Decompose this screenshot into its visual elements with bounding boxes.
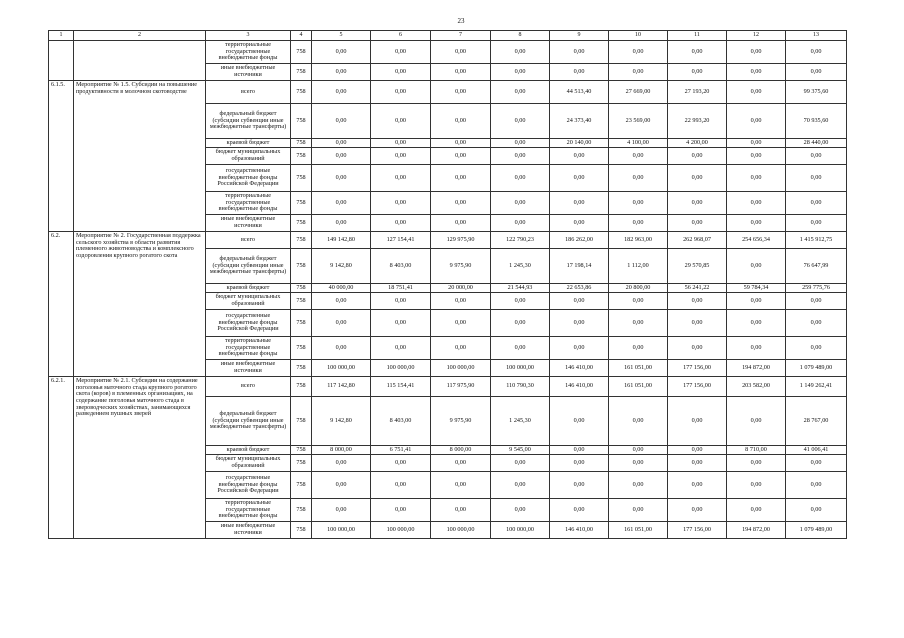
amount-cell: 0,00 <box>371 310 431 337</box>
amount-cell: 0,00 <box>668 293 727 310</box>
amount-cell: 0,00 <box>668 472 727 499</box>
column-number-cell: 2 <box>74 31 206 41</box>
column-number-cell: 1 <box>49 31 74 41</box>
amount-cell: 194 872,00 <box>727 360 786 377</box>
amount-cell: 100 000,00 <box>371 360 431 377</box>
budget-code: 758 <box>291 41 312 64</box>
amount-cell: 0,00 <box>668 165 727 192</box>
amount-cell: 110 790,30 <box>491 377 550 397</box>
amount-cell: 0,00 <box>609 215 668 232</box>
amount-cell: 0,00 <box>431 455 491 472</box>
amount-cell: 0,00 <box>727 215 786 232</box>
amount-cell: 0,00 <box>609 472 668 499</box>
funding-source: федеральный бюджет (субсидии субвенции иные межбюджетные трансферты) <box>206 104 291 139</box>
amount-cell: 0,00 <box>491 104 550 139</box>
amount-cell: 0,00 <box>491 472 550 499</box>
amount-cell: 194 872,00 <box>727 522 786 539</box>
table-row <box>49 81 847 104</box>
budget-code: 758 <box>291 81 312 104</box>
budget-code: 758 <box>291 377 312 397</box>
amount-cell: 0,00 <box>786 215 847 232</box>
amount-cell: 0,00 <box>371 64 431 81</box>
column-number-cell: 9 <box>550 31 609 41</box>
amount-cell: 0,00 <box>668 499 727 522</box>
amount-cell: 0,00 <box>609 165 668 192</box>
amount-cell: 0,00 <box>786 455 847 472</box>
amount-cell: 0,00 <box>609 310 668 337</box>
amount-cell: 0,00 <box>431 310 491 337</box>
amount-cell: 0,00 <box>371 104 431 139</box>
amount-cell: 6 751,41 <box>371 446 431 455</box>
amount-cell: 0,00 <box>668 192 727 215</box>
amount-cell: 0,00 <box>491 215 550 232</box>
amount-cell: 20 000,00 <box>431 284 491 293</box>
amount-cell: 0,00 <box>431 472 491 499</box>
amount-cell: 23 569,00 <box>609 104 668 139</box>
budget-code: 758 <box>291 104 312 139</box>
amount-cell: 161 051,00 <box>609 377 668 397</box>
funding-source: всего <box>206 377 291 397</box>
amount-cell: 161 051,00 <box>609 522 668 539</box>
amount-cell: 0,00 <box>371 165 431 192</box>
amount-cell: 0,00 <box>431 165 491 192</box>
funding-source: территориальные государственные внебюджетные фонды <box>206 337 291 360</box>
amount-cell: 203 582,00 <box>727 377 786 397</box>
budget-code: 758 <box>291 139 312 148</box>
column-number-cell: 3 <box>206 31 291 41</box>
amount-cell: 9 975,90 <box>431 249 491 284</box>
funding-source: бюджет муниципальных образований <box>206 455 291 472</box>
budget-code: 758 <box>291 397 312 446</box>
amount-cell: 1 245,30 <box>491 397 550 446</box>
amount-cell: 1 079 489,00 <box>786 360 847 377</box>
amount-cell: 9 142,80 <box>312 397 371 446</box>
budget-code: 758 <box>291 192 312 215</box>
amount-cell: 127 154,41 <box>371 232 431 249</box>
column-number-cell: 11 <box>668 31 727 41</box>
amount-cell: 1 149 262,41 <box>786 377 847 397</box>
amount-cell: 0,00 <box>550 41 609 64</box>
amount-cell: 100 000,00 <box>371 522 431 539</box>
amount-cell: 0,00 <box>312 148 371 165</box>
amount-cell: 117 142,80 <box>312 377 371 397</box>
amount-cell: 0,00 <box>727 104 786 139</box>
amount-cell: 0,00 <box>727 310 786 337</box>
amount-cell: 0,00 <box>312 310 371 337</box>
funding-source: территориальные государственные внебюджетные фонды <box>206 499 291 522</box>
column-number-cell: 6 <box>371 31 431 41</box>
amount-cell: 18 751,41 <box>371 284 431 293</box>
amount-cell: 100 000,00 <box>312 360 371 377</box>
amount-cell: 259 775,76 <box>786 284 847 293</box>
funding-source: иные внебюджетные источники <box>206 360 291 377</box>
amount-cell: 0,00 <box>727 139 786 148</box>
amount-cell: 0,00 <box>550 64 609 81</box>
amount-cell: 0,00 <box>550 165 609 192</box>
amount-cell: 0,00 <box>668 446 727 455</box>
amount-cell: 8 403,00 <box>371 397 431 446</box>
amount-cell: 0,00 <box>609 64 668 81</box>
amount-cell: 0,00 <box>491 81 550 104</box>
amount-cell: 99 375,60 <box>786 81 847 104</box>
item-name: Мероприятие № 2.1. Субсидии на содержание поголовья маточного стада крупного рогатого скота (коров) в племенных организациях, на содержание поголовья маточного стада в звероводческих хозяйствах, занимающихся разведением пушных зверей <box>74 377 206 539</box>
budget-code: 758 <box>291 215 312 232</box>
amount-cell: 0,00 <box>431 139 491 148</box>
amount-cell: 0,00 <box>609 148 668 165</box>
table-row <box>49 377 847 397</box>
amount-cell: 0,00 <box>609 499 668 522</box>
amount-cell: 21 544,93 <box>491 284 550 293</box>
amount-cell: 100 000,00 <box>431 360 491 377</box>
amount-cell: 0,00 <box>550 472 609 499</box>
budget-code: 758 <box>291 165 312 192</box>
amount-cell: 0,00 <box>550 293 609 310</box>
amount-cell: 0,00 <box>668 310 727 337</box>
amount-cell: 27 193,20 <box>668 81 727 104</box>
funding-source: бюджет муниципальных образований <box>206 293 291 310</box>
amount-cell: 0,00 <box>491 41 550 64</box>
amount-cell: 27 669,00 <box>609 81 668 104</box>
column-number-cell: 7 <box>431 31 491 41</box>
amount-cell: 0,00 <box>550 446 609 455</box>
amount-cell: 0,00 <box>727 64 786 81</box>
amount-cell: 0,00 <box>668 64 727 81</box>
amount-cell: 22 653,86 <box>550 284 609 293</box>
amount-cell: 0,00 <box>727 192 786 215</box>
amount-cell: 1 245,30 <box>491 249 550 284</box>
funding-source: краевой бюджет <box>206 446 291 455</box>
amount-cell: 0,00 <box>727 499 786 522</box>
amount-cell: 0,00 <box>371 337 431 360</box>
amount-cell: 0,00 <box>312 293 371 310</box>
amount-cell: 146 410,00 <box>550 360 609 377</box>
amount-cell: 0,00 <box>609 446 668 455</box>
funding-source: территориальные государственные внебюджетные фонды <box>206 41 291 64</box>
amount-cell: 100 000,00 <box>491 360 550 377</box>
funding-source: бюджет муниципальных образований <box>206 148 291 165</box>
amount-cell: 100 000,00 <box>312 522 371 539</box>
amount-cell: 0,00 <box>491 148 550 165</box>
column-number-header <box>49 31 847 41</box>
amount-cell: 146 410,00 <box>550 522 609 539</box>
amount-cell: 20 800,00 <box>609 284 668 293</box>
item-name: Мероприятие № 2. Государственная поддержка сельского хозяйства в области развития племенного животноводства и комплексного оздоровления крупного рогатого скота <box>74 232 206 377</box>
amount-cell: 0,00 <box>786 165 847 192</box>
amount-cell: 0,00 <box>668 397 727 446</box>
amount-cell: 0,00 <box>550 455 609 472</box>
amount-cell: 0,00 <box>786 41 847 64</box>
amount-cell: 0,00 <box>491 455 550 472</box>
budget-code: 758 <box>291 64 312 81</box>
amount-cell: 0,00 <box>312 139 371 148</box>
amount-cell: 0,00 <box>786 64 847 81</box>
amount-cell: 28 767,00 <box>786 397 847 446</box>
amount-cell: 0,00 <box>786 310 847 337</box>
amount-cell: 9 545,00 <box>491 446 550 455</box>
funding-source: федеральный бюджет (субсидии субвенции иные межбюджетные трансферты) <box>206 397 291 446</box>
amount-cell: 0,00 <box>609 397 668 446</box>
funding-source: иные внебюджетные источники <box>206 64 291 81</box>
page-number: 23 <box>457 17 465 25</box>
amount-cell: 8 000,00 <box>431 446 491 455</box>
amount-cell: 0,00 <box>550 215 609 232</box>
amount-cell: 0,00 <box>371 293 431 310</box>
amount-cell: 149 142,80 <box>312 232 371 249</box>
amount-cell: 0,00 <box>431 148 491 165</box>
item-number: 6.1.5. <box>49 81 74 232</box>
amount-cell: 177 156,00 <box>668 360 727 377</box>
budget-code: 758 <box>291 360 312 377</box>
amount-cell: 0,00 <box>727 41 786 64</box>
funding-source: иные внебюджетные источники <box>206 522 291 539</box>
funding-source: территориальные государственные внебюджетные фонды <box>206 192 291 215</box>
budget-code: 758 <box>291 249 312 284</box>
funding-source: иные внебюджетные источники <box>206 215 291 232</box>
amount-cell: 0,00 <box>491 310 550 337</box>
amount-cell: 0,00 <box>668 41 727 64</box>
amount-cell: 0,00 <box>371 148 431 165</box>
amount-cell: 0,00 <box>312 215 371 232</box>
amount-cell: 0,00 <box>727 165 786 192</box>
amount-cell: 0,00 <box>312 455 371 472</box>
funding-source: федеральный бюджет (субсидии субвенции иные межбюджетные трансферты) <box>206 249 291 284</box>
amount-cell: 0,00 <box>609 41 668 64</box>
funding-source: государственные внебюджетные фонды Российской Федерации <box>206 165 291 192</box>
amount-cell: 262 968,07 <box>668 232 727 249</box>
amount-cell: 254 656,34 <box>727 232 786 249</box>
amount-cell: 177 156,00 <box>668 377 727 397</box>
amount-cell: 41 006,41 <box>786 446 847 455</box>
budget-code: 758 <box>291 522 312 539</box>
item-number: 6.2. <box>49 232 74 377</box>
amount-cell: 0,00 <box>431 499 491 522</box>
item-number: 6.2.1. <box>49 377 74 539</box>
amount-cell: 0,00 <box>727 455 786 472</box>
budget-code: 758 <box>291 455 312 472</box>
amount-cell: 0,00 <box>668 455 727 472</box>
funding-source: государственные внебюджетные фонды Российской Федерации <box>206 310 291 337</box>
amount-cell: 44 513,40 <box>550 81 609 104</box>
amount-cell: 0,00 <box>786 293 847 310</box>
amount-cell: 4 200,00 <box>668 139 727 148</box>
amount-cell: 9 975,90 <box>431 397 491 446</box>
budget-code: 758 <box>291 446 312 455</box>
budget-code: 758 <box>291 472 312 499</box>
amount-cell: 0,00 <box>491 64 550 81</box>
amount-cell: 0,00 <box>786 472 847 499</box>
budget-table <box>48 30 847 539</box>
amount-cell: 0,00 <box>727 337 786 360</box>
column-number-cell: 12 <box>727 31 786 41</box>
amount-cell: 0,00 <box>371 41 431 64</box>
amount-cell: 0,00 <box>550 148 609 165</box>
amount-cell: 56 241,22 <box>668 284 727 293</box>
table-row <box>49 41 847 64</box>
amount-cell: 76 647,99 <box>786 249 847 284</box>
amount-cell: 0,00 <box>550 397 609 446</box>
column-number-cell: 8 <box>491 31 550 41</box>
amount-cell: 0,00 <box>312 64 371 81</box>
amount-cell: 40 000,00 <box>312 284 371 293</box>
funding-source: краевой бюджет <box>206 284 291 293</box>
amount-cell: 4 100,00 <box>609 139 668 148</box>
amount-cell: 0,00 <box>491 293 550 310</box>
amount-cell: 0,00 <box>431 192 491 215</box>
amount-cell: 0,00 <box>312 81 371 104</box>
amount-cell: 0,00 <box>491 139 550 148</box>
amount-cell: 59 784,34 <box>727 284 786 293</box>
amount-cell: 0,00 <box>371 192 431 215</box>
amount-cell: 0,00 <box>431 104 491 139</box>
amount-cell: 0,00 <box>312 337 371 360</box>
amount-cell: 0,00 <box>431 41 491 64</box>
amount-cell: 0,00 <box>491 165 550 192</box>
amount-cell: 0,00 <box>371 472 431 499</box>
amount-cell: 186 262,00 <box>550 232 609 249</box>
amount-cell: 29 570,85 <box>668 249 727 284</box>
amount-cell: 182 963,00 <box>609 232 668 249</box>
amount-cell: 9 142,80 <box>312 249 371 284</box>
amount-cell: 8 403,00 <box>371 249 431 284</box>
amount-cell: 0,00 <box>609 192 668 215</box>
amount-cell: 8 000,00 <box>312 446 371 455</box>
funding-source: краевой бюджет <box>206 139 291 148</box>
budget-code: 758 <box>291 337 312 360</box>
amount-cell: 0,00 <box>431 81 491 104</box>
amount-cell: 1 079 489,00 <box>786 522 847 539</box>
budget-code: 758 <box>291 232 312 249</box>
amount-cell: 0,00 <box>431 293 491 310</box>
amount-cell: 8 710,00 <box>727 446 786 455</box>
column-number-cell: 4 <box>291 31 312 41</box>
amount-cell: 0,00 <box>786 148 847 165</box>
amount-cell: 0,00 <box>550 337 609 360</box>
amount-cell: 0,00 <box>786 192 847 215</box>
amount-cell: 0,00 <box>312 165 371 192</box>
amount-cell: 0,00 <box>727 249 786 284</box>
amount-cell: 0,00 <box>431 64 491 81</box>
column-number-cell: 5 <box>312 31 371 41</box>
item-name <box>74 41 206 81</box>
amount-cell: 17 198,14 <box>550 249 609 284</box>
amount-cell: 0,00 <box>371 215 431 232</box>
amount-cell: 146 410,00 <box>550 377 609 397</box>
amount-cell: 0,00 <box>312 472 371 499</box>
budget-code: 758 <box>291 293 312 310</box>
amount-cell: 0,00 <box>727 293 786 310</box>
amount-cell: 0,00 <box>727 472 786 499</box>
budget-code: 758 <box>291 284 312 293</box>
amount-cell: 0,00 <box>786 337 847 360</box>
amount-cell: 0,00 <box>491 192 550 215</box>
amount-cell: 0,00 <box>727 148 786 165</box>
amount-cell: 0,00 <box>312 499 371 522</box>
funding-source: всего <box>206 232 291 249</box>
amount-cell: 0,00 <box>609 293 668 310</box>
amount-cell: 1 415 912,75 <box>786 232 847 249</box>
amount-cell: 177 156,00 <box>668 522 727 539</box>
amount-cell: 0,00 <box>609 455 668 472</box>
amount-cell: 70 935,60 <box>786 104 847 139</box>
amount-cell: 1 112,00 <box>609 249 668 284</box>
amount-cell: 0,00 <box>786 499 847 522</box>
column-number-cell: 10 <box>609 31 668 41</box>
amount-cell: 0,00 <box>491 499 550 522</box>
amount-cell: 0,00 <box>431 337 491 360</box>
budget-code: 758 <box>291 148 312 165</box>
amount-cell: 22 993,20 <box>668 104 727 139</box>
amount-cell: 0,00 <box>550 192 609 215</box>
amount-cell: 0,00 <box>312 104 371 139</box>
amount-cell: 0,00 <box>371 499 431 522</box>
amount-cell: 0,00 <box>668 215 727 232</box>
amount-cell: 122 790,23 <box>491 232 550 249</box>
amount-cell: 28 440,00 <box>786 139 847 148</box>
amount-cell: 20 140,00 <box>550 139 609 148</box>
amount-cell: 117 975,90 <box>431 377 491 397</box>
amount-cell: 0,00 <box>668 148 727 165</box>
amount-cell: 0,00 <box>371 139 431 148</box>
amount-cell: 161 051,00 <box>609 360 668 377</box>
budget-code: 758 <box>291 499 312 522</box>
amount-cell: 115 154,41 <box>371 377 431 397</box>
amount-cell: 0,00 <box>550 499 609 522</box>
amount-cell: 0,00 <box>550 310 609 337</box>
amount-cell: 0,00 <box>727 81 786 104</box>
amount-cell: 0,00 <box>609 337 668 360</box>
amount-cell: 0,00 <box>371 81 431 104</box>
amount-cell: 100 000,00 <box>431 522 491 539</box>
item-name: Мероприятие № 1.5. Субсидии на повышение продуктивности в молочном скотоводстве <box>74 81 206 232</box>
funding-source: государственные внебюджетные фонды Российской Федерации <box>206 472 291 499</box>
amount-cell: 0,00 <box>727 397 786 446</box>
amount-cell: 129 975,90 <box>431 232 491 249</box>
amount-cell: 0,00 <box>491 337 550 360</box>
amount-cell: 24 373,40 <box>550 104 609 139</box>
amount-cell: 0,00 <box>312 41 371 64</box>
budget-code: 758 <box>291 310 312 337</box>
amount-cell: 100 000,00 <box>491 522 550 539</box>
item-number <box>49 41 74 81</box>
amount-cell: 0,00 <box>668 337 727 360</box>
table-row <box>49 232 847 249</box>
amount-cell: 0,00 <box>312 192 371 215</box>
column-number-cell: 13 <box>786 31 847 41</box>
amount-cell: 0,00 <box>431 215 491 232</box>
amount-cell: 0,00 <box>371 455 431 472</box>
funding-source: всего <box>206 81 291 104</box>
